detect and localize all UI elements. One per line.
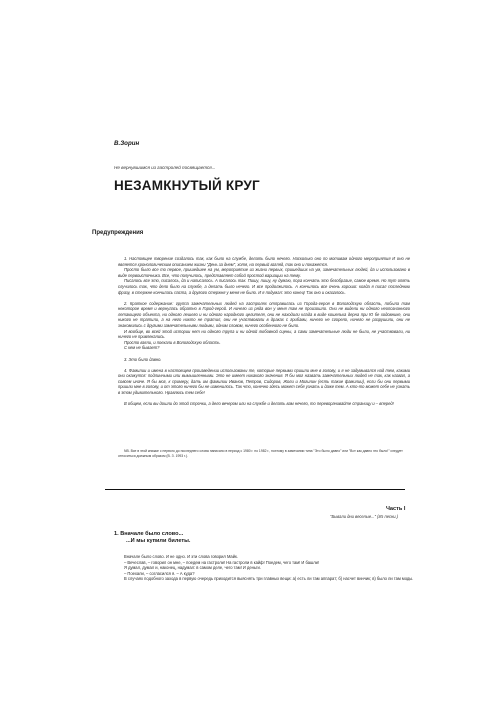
- preface-body: [118, 256, 410, 407]
- preface-paragraph: С кем не бывает?: [124, 345, 160, 351]
- book-title: НЕЗАМКНУТЫЙ КРУГ: [114, 178, 260, 193]
- chapter-paragraph: – Поехали, – согласился я. – А куда?: [124, 570, 195, 576]
- author-name: В.Зорин: [114, 140, 140, 147]
- chapter-paragraph: – Вечеслав, – говорил он мне, – поедем на гастроли! На гастроли в кайф! Поедем, чего там! И башли!: [124, 559, 320, 565]
- preface-paragraph: Просто было все то первое, пришедшее на ум, мероприятие из жизни первых, пришедших на ум, замечательных людей, да и использовано в виде первоисточника. Все, что получилось, представляет собой простой вариации на тему.: [118, 267, 410, 278]
- section-divider: [105, 489, 405, 490]
- chapter-paragraph: В случаях подобного захода в первую очередь приходится выяснять три главных вещи: а) есть ли там аппарат; б) насчет винчик; в) было ли там моды.: [124, 576, 414, 582]
- chapter-paragraph: Я думал, думал и, наконец, надумал: в самом деле, чего там! И деньги.: [124, 565, 261, 571]
- preface-paragraph: 3. Это было давно.: [124, 356, 162, 362]
- preface-paragraph: Писалось все это, писалось, да и написалось. А писалось так. Пишу, пишу, ну думаю, пора кончать это безобразие, самое время. Но тут опять случилось так, что дело было на службе, а делать было нечего. И все продолжилось. А кончилось все очень хорошо: когда я писал последнюю фразу, в стержне кончилась паста, а другого стержня у меня не было. И я подумал: это конец! Так оно и оказалось.: [118, 278, 410, 295]
- dedication: Не вернувшимся из гастролей посвящается...: [114, 165, 216, 170]
- part-label: Часть I: [386, 506, 406, 512]
- preface-paragraph: В общем, если вы дошли до этой строчки, а дело вечером или на службе и делать вам нечего, то переворачивайте страницу и – вперед!: [124, 401, 394, 407]
- chapter-body: [118, 554, 418, 582]
- preface-paragraph: 1. Настоящее творение создалось так, как было на службе, делать было нечего. Насколько оно по мотивам одного мероприятия И оно не является хронологическим описанием жизни "День за днем", хотя, на первый взгляд, так оно и покажется.: [118, 256, 410, 267]
- preface-paragraph: Просто взяли, и поехали в Вологодскую область.: [124, 339, 221, 345]
- chapter-title-line-2: ...И мы купили билеты.: [126, 538, 191, 545]
- chapter-title-line-1: 1. Вначале было слово...: [114, 531, 184, 537]
- preface-paragraph: И вообще, во всей этой истории нет ни одного трупа и ни одной любовной сцены, а сами замечательные люди не были, не участвовали, ни ничего не привлекались.: [118, 328, 410, 340]
- preface-paragraph: 2. Краткое содержание: группа замечательных людей на гастролях отправилась из Города-героя в Вологодскую область, побыла там некоторое время и вернулась обратно в Город-герой. И ничего из ряда вон у меня там не произошло. Они не видели ни одного неопознанного летающего объекта, ни одного лешего и ни одного народного целителя, они не находили клада в виде кошелька дерна при Ю бе ходовнике, они никого не тратили, а на него никто не тратил, они не участвовали в драках с грибами, ничего не сгорело, ничего не разрушили, они не знакомились с другими замечательными людьми, одним словом, ничего особенного не было.: [118, 300, 410, 329]
- epigraph: "Бывали дни веселые..." (Из песни.): [330, 514, 399, 519]
- preface-heading: Предупреждения: [92, 230, 144, 236]
- footnote: [118, 449, 418, 458]
- preface-paragraph: 4. Фамилии и имена в настоящем произведении использованы те, которые первыми пришли мне в голову, и я не задумывался над тем, какими они окажутся: подлинными или вымышленными. Это не имеет никакого значения. Я бы мог назвать замечательных людей не так, как назвал, а совсем иначе. Я бы мог, к примеру, дать им фамилии Иванов, Петров, Сидоров, Жоли и Могилин (есть такие фамилии), если бы они первыми пришли мне в голову, и от этого ничего бы не изменилось. Так что, конечно здесь может себя узнать и даже тем. А кто-то может себе не узнать в этом удивительного. Нравлюсь тем себе!: [118, 367, 410, 395]
- chapter-title: [114, 531, 190, 545]
- chapter-paragraph: Вначале было слово. И не одно. И эти слова говорил Майк.: [124, 554, 238, 559]
- footnote-text: NB. Все в этой книжке с первого до последнего слова написано в период с 1980 г. по 1982 г., поэтому в замечании типа "Это было давно" или "Вот как давно это было!" следует относиться должным образом (В. З. 1993 г.).: [118, 449, 403, 458]
